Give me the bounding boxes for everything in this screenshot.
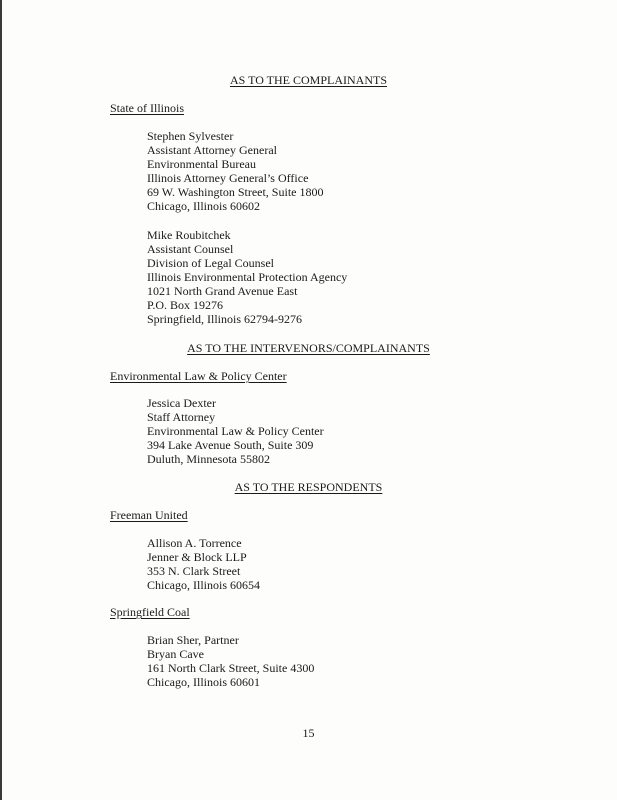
contact-line: Stephen Sylvester — [147, 129, 234, 143]
contact-line: 394 Lake Avenue South, Suite 309 — [147, 438, 314, 452]
contact-line: Environmental Law & Policy Center — [147, 424, 324, 438]
contact-line: Jessica Dexter — [147, 396, 216, 410]
contact-block-dexter — [147, 396, 324, 466]
contact-line: Duluth, Minnesota 55802 — [147, 452, 270, 466]
contact-line: 1021 North Grand Avenue East — [147, 284, 298, 298]
contact-line: Chicago, Illinois 60654 — [147, 578, 260, 592]
contact-line: P.O. Box 19276 — [147, 298, 224, 312]
contact-line: Jenner & Block LLP — [147, 550, 247, 564]
contact-line: Division of Legal Counsel — [147, 256, 274, 270]
contact-line: Chicago, Illinois 60601 — [147, 675, 260, 689]
contact-line: 161 North Clark Street, Suite 4300 — [147, 661, 315, 675]
contact-line: 353 N. Clark Street — [147, 564, 241, 578]
contact-line: Assistant Counsel — [147, 242, 234, 256]
contact-line: Environmental Bureau — [147, 157, 256, 171]
contact-line: Chicago, Illinois 60602 — [147, 199, 260, 213]
contact-line: Mike Roubitchek — [147, 228, 231, 242]
contact-line: Bryan Cave — [147, 647, 204, 661]
contact-line: Allison A. Torrence — [147, 536, 242, 550]
contact-block-sher — [147, 633, 314, 689]
contact-line: Illinois Attorney General’s Office — [147, 171, 309, 185]
heading-respondents: AS TO THE RESPONDENTS — [234, 480, 383, 494]
party-elpc: Environmental Law & Policy Center — [110, 369, 287, 383]
party-state-of-illinois: State of Illinois — [110, 101, 184, 115]
contact-line: Assistant Attorney General — [147, 143, 277, 157]
page-number: 15 — [302, 726, 315, 740]
contact-line: Brian Sher, Partner — [147, 633, 239, 647]
contact-block-sylvester — [147, 129, 323, 213]
contact-line: Springfield, Illinois 62794-9276 — [147, 312, 302, 326]
party-springfield-coal: Springfield Coal — [110, 605, 190, 619]
contact-line: Illinois Environmental Protection Agency — [147, 270, 348, 284]
contact-line: 69 W. Washington Street, Suite 1800 — [147, 185, 324, 199]
contact-block-roubitchek — [147, 228, 347, 326]
heading-intervenors: AS TO THE INTERVENORS/COMPLAINANTS — [187, 341, 430, 355]
party-freeman-united: Freeman United — [110, 508, 188, 522]
scan-edge — [0, 0, 2, 800]
contact-block-torrence — [147, 536, 260, 592]
heading-complainants: AS TO THE COMPLAINANTS — [229, 73, 388, 87]
contact-line: Staff Attorney — [147, 410, 216, 424]
